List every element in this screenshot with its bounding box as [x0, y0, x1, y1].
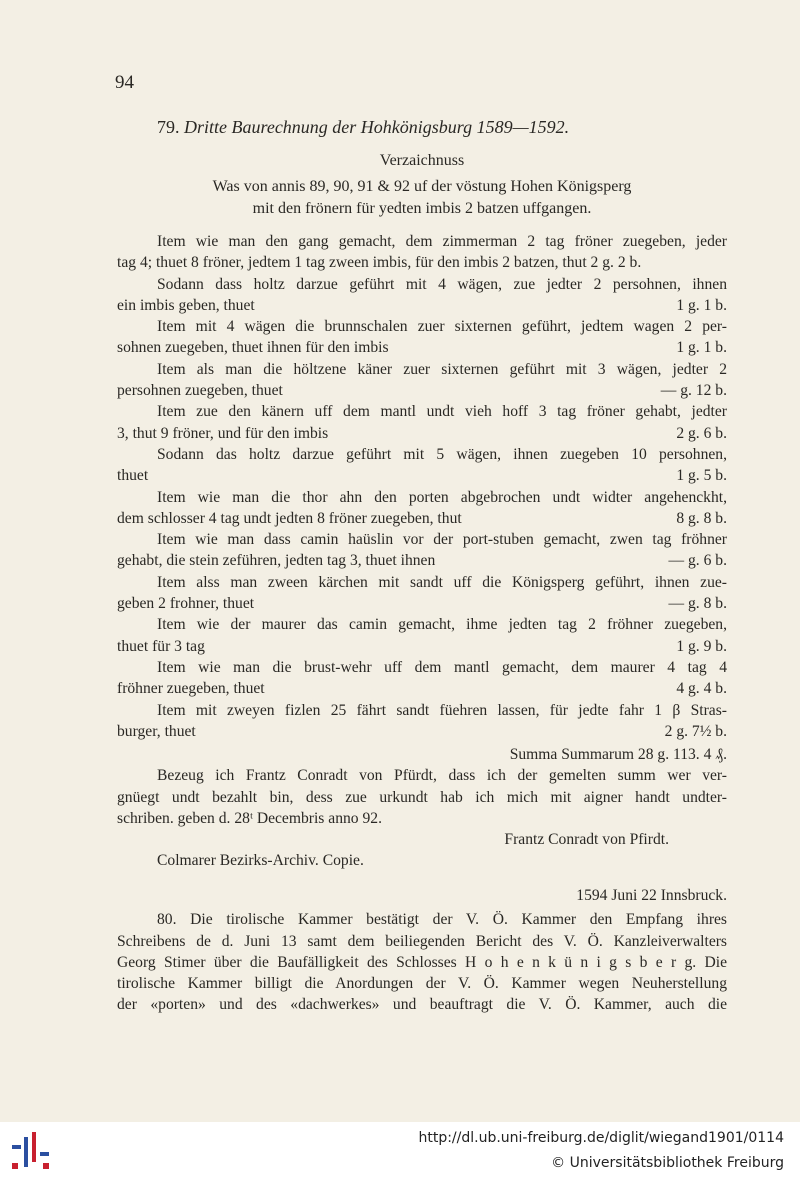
- entry-text: fröhner zuegeben, thuet: [117, 680, 265, 698]
- entry-amount: — g. 8 b.: [668, 595, 727, 613]
- entry-line-1: Item zue den känern uff dem mantl undt vieh hoff 3 tag fröner gehabt, jedter: [157, 403, 727, 421]
- closing-line-3: schriben. geben d. 28ᵗ Decembris anno 92.: [117, 809, 382, 827]
- page-number: 94: [115, 72, 134, 93]
- entry-text: 3, thut 9 fröner, und für den imbis: [117, 424, 329, 442]
- entry-line-2: [117, 678, 727, 699]
- section-80-text-1: Die tirolische Kammer bestätigt der V. Ö. Kammer den Empfang ihres: [190, 911, 727, 929]
- entry-line-2: [117, 252, 727, 273]
- entry-line-2: [117, 380, 727, 401]
- entry-amount: 4 g. 4 b.: [676, 680, 727, 698]
- entry-item: [117, 657, 727, 700]
- library-logo-icon: [10, 1130, 52, 1172]
- date-line: 1594 Juni 22 Innsbruck.: [576, 887, 727, 904]
- section-80-line-4: tirolische Kammer billigt die Anordungen der V. Ö. Kammer wegen Neuherstellung: [117, 975, 727, 993]
- section-heading: [157, 117, 569, 138]
- entry-amount: 1 g. 9 b.: [676, 637, 727, 655]
- entry-line-1: Item wie man den gang gemacht, dem zimmerman 2 tag fröner zuegeben, jeder: [157, 233, 727, 250]
- entry-line-1: Sodann das holtz darzue geführt mit 5 wägen, ihnen zuegeben 10 persohnen,: [157, 445, 727, 463]
- entry-amount: 1 g. 5 b.: [676, 467, 727, 485]
- entry-amount: 2 g. 6 b.: [676, 424, 727, 442]
- section-80-number: 80.: [157, 911, 177, 929]
- section-80-line-2: Schreibens de d. Juni 13 samt dem beiliegenden Bericht des V. Ö. Kanzleiverwalters: [117, 932, 727, 950]
- entry-item: [117, 572, 727, 615]
- entry-item: [117, 529, 727, 572]
- entry-text: thuet: [117, 467, 149, 485]
- section-80-line-5: der «porten» und des «dachwerkes» und beauftragt die V. Ö. Kammer, auch die: [117, 996, 727, 1014]
- closing-line-1: Bezeug ich Frantz Conradt von Pfürdt, dass ich der gemelten summ wer ver-: [157, 767, 727, 785]
- entry-amount: 8 g. 8 b.: [676, 509, 727, 527]
- copyright-text: © Universitätsbibliothek Freiburg: [551, 1155, 784, 1171]
- section-80: [117, 885, 727, 1016]
- source-note: Colmarer Bezirks-Archiv. Copie.: [157, 852, 364, 870]
- entry-line-1: Item alss man zween kärchen mit sandt uff die Königsperg geführt, ihnen zue-: [157, 573, 727, 591]
- entry-line-1: Item mit 4 wägen die brunnschalen zuer sixternen geführt, jedtem wagen 2 per-: [157, 318, 727, 336]
- entry-line-2: [117, 337, 727, 358]
- entry-line-1: Item wie man dass camin haüslin vor der port-stuben gemacht, zwen tag fröhner: [157, 531, 727, 549]
- entry-line-2: [117, 423, 727, 444]
- entry-text: thuet für 3 tag: [117, 637, 205, 655]
- entry-amount: — g. 6 b.: [668, 552, 727, 570]
- entry-line-1: Item wie man die thor ahn den porten abgebrochen undt widter angehenckht,: [157, 488, 727, 506]
- entry-line-2: [117, 636, 727, 657]
- entry-amount: 1 g. 1 b.: [676, 339, 727, 357]
- section-number: 79.: [157, 117, 180, 137]
- entry-text: ein imbis geben, thuet: [117, 296, 255, 314]
- entry-text: geben 2 frohner, thuet: [117, 595, 255, 613]
- section-80-line-1: [117, 909, 727, 930]
- entry-item: [117, 444, 727, 487]
- footer-bar: [0, 1122, 800, 1179]
- entries-list: [117, 231, 727, 742]
- entry-item: [117, 700, 727, 743]
- entry-amount: — g. 12 b.: [660, 382, 727, 400]
- entry-text: tag 4; thuet 8 fröner, jedtem 1 tag zween imbis, für den imbis 2 batzen, thut 2 g. 2 b.: [117, 254, 642, 272]
- entry-line-2: [117, 465, 727, 486]
- entry-line-2: [117, 508, 727, 529]
- intro-line-2: mit den frönern für yedten imbis 2 batzen uffgangen.: [252, 200, 592, 217]
- entry-text: gehabt, die stein zeführen, jedten tag 3, thuet ihnen: [117, 552, 436, 570]
- entry-line-2: [117, 721, 727, 742]
- entry-text: persohnen zuegeben, thuet: [117, 382, 283, 400]
- entry-line-2: [117, 550, 727, 571]
- entry-line-2: [117, 295, 727, 316]
- entry-amount: 2 g. 7½ b.: [664, 722, 727, 740]
- entry-amount: 1 g. 1 b.: [676, 296, 727, 314]
- entry-line-1: Item wie man die brust-wehr uff dem mantl gemacht, dem maurer 4 tag 4: [157, 658, 727, 676]
- entry-text: dem schlosser 4 tag undt jedten 8 fröner zuegeben, thut: [117, 509, 462, 527]
- entry-text: burger, thuet: [117, 722, 196, 740]
- entry-line-1: Item mit zweyen fizlen 25 fährt sandt füehren lassen, für jedte fahr 1 β Stras-: [157, 701, 727, 719]
- entry-item: [117, 401, 727, 444]
- entry-item: [117, 359, 727, 402]
- entry-line-1: Item als man die höltzene käner zuer sixternen geführt mit 3 wägen, jedter 2: [157, 360, 727, 378]
- entry-item: [117, 614, 727, 657]
- entry-line-1: Item wie der maurer das camin gemacht, ihme jedten tag 2 fröhner zuegeben,: [157, 616, 727, 634]
- intro-line-1: Was von annis 89, 90, 91 & 92 uf der vöstung Hohen Königsperg: [212, 178, 632, 195]
- entry-line-1: Sodann dass holtz darzue geführt mit 4 wägen, zue jedter 2 persohnen, ihnen: [157, 275, 727, 293]
- summa-line: Summa Summarum 28 g. 113. 4 ₰.: [509, 746, 727, 763]
- entry-text: sohnen zuegeben, thuet ihnen für den imbis: [117, 339, 389, 357]
- closing-line-2: gnüegt undt bezahlt bin, dess zue urkundt hab ich mich mit aigner handt undter-: [117, 788, 727, 806]
- closing-block: [117, 744, 727, 872]
- section-title: Dritte Baurechnung der Hohkönigsburg 1589—1592.: [184, 117, 570, 137]
- entry-item: [117, 487, 727, 530]
- entry-line-2: [117, 593, 727, 614]
- signature: Frantz Conradt von Pfirdt.: [504, 831, 669, 849]
- entry-item: [117, 231, 727, 274]
- entry-item: [117, 274, 727, 317]
- section-80-line-3: Georg Stimer über die Baufälligkeit des Schlosses H o h e n k ü n i g s b e r g. Die: [117, 953, 727, 971]
- entry-item: [117, 316, 727, 359]
- source-url-link[interactable]: http://dl.ub.uni-freiburg.de/diglit/wiegand1901/0114: [418, 1130, 784, 1146]
- intro-title: Verzaichnuss: [379, 152, 465, 169]
